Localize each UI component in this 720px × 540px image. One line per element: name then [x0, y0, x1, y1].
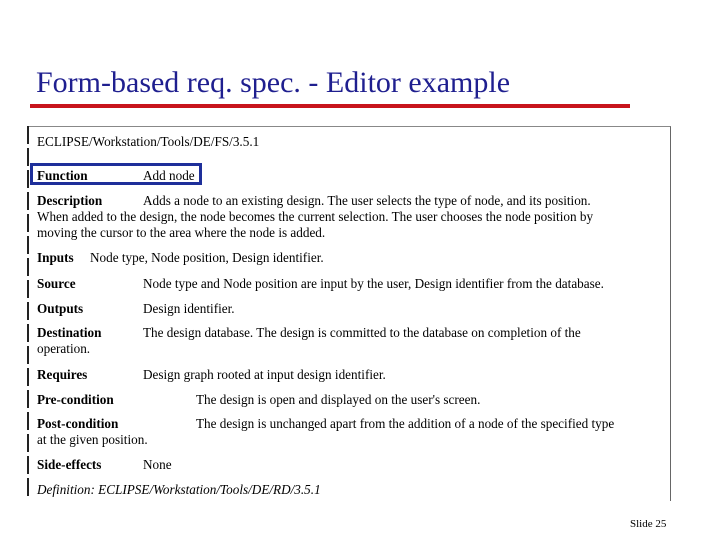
source-label: Source: [37, 276, 76, 291]
description-row: [37, 193, 591, 209]
destination-label: Destination: [37, 325, 102, 340]
inputs-row: [37, 250, 324, 266]
slide-number-value: 25: [655, 518, 667, 530]
function-value: Add node: [143, 168, 195, 183]
slide-number: [630, 518, 666, 530]
destination-line-2: operation.: [37, 341, 91, 356]
post-condition-value: The design is unchanged apart from the addition of a node of the specified type: [196, 416, 615, 431]
pre-condition-label: Pre-condition: [37, 392, 114, 407]
slide-title: Form-based req. spec. - Editor example: [36, 66, 511, 99]
destination-row: [37, 325, 581, 341]
description-line-1: Adds a node to an existing design. The user selects the type of node, and its position.: [143, 193, 591, 208]
destination-value: The design database. The design is committed to the database on completion of the: [143, 325, 581, 340]
spec-header: ECLIPSE/Workstation/Tools/DE/FS/3.5.1: [37, 134, 260, 149]
post-condition-label: Post-condition: [37, 416, 119, 431]
description-label: Description: [37, 193, 103, 208]
definition-line: Definition: ECLIPSE/Workstation/Tools/DE/RD/3.5.1: [37, 482, 321, 497]
function-label: Function: [37, 168, 88, 183]
pre-condition-row: [37, 392, 481, 408]
source-row: [37, 276, 604, 292]
side-effects-label: Side-effects: [37, 457, 102, 472]
description-line-2: When added to the design, the node becomes the current selection. The user chooses the node position by: [37, 209, 594, 224]
slide-label: Slide: [630, 518, 653, 530]
requires-label: Requires: [37, 367, 88, 382]
outputs-label: Outputs: [37, 301, 84, 316]
side-effects-value: None: [143, 457, 172, 472]
title-underline: [30, 104, 630, 108]
inputs-value: Node type, Node position, Design identifier.: [90, 250, 324, 265]
side-effects-row: [37, 457, 172, 473]
function-row: [37, 168, 195, 184]
form-left-border: [27, 126, 29, 500]
outputs-row: [37, 301, 235, 317]
requires-row: [37, 367, 386, 383]
pre-condition-value: The design is open and displayed on the user's screen.: [196, 392, 481, 407]
inputs-label: Inputs: [37, 250, 74, 265]
description-line-3: moving the cursor to the area where the node is added.: [37, 225, 326, 240]
requires-value: Design graph rooted at input design identifier.: [143, 367, 386, 382]
post-condition-row: [37, 416, 615, 432]
post-condition-line-2: at the given position.: [37, 432, 148, 447]
source-value: Node type and Node position are input by the user, Design identifier from the database.: [143, 276, 604, 291]
outputs-value: Design identifier.: [143, 301, 235, 316]
